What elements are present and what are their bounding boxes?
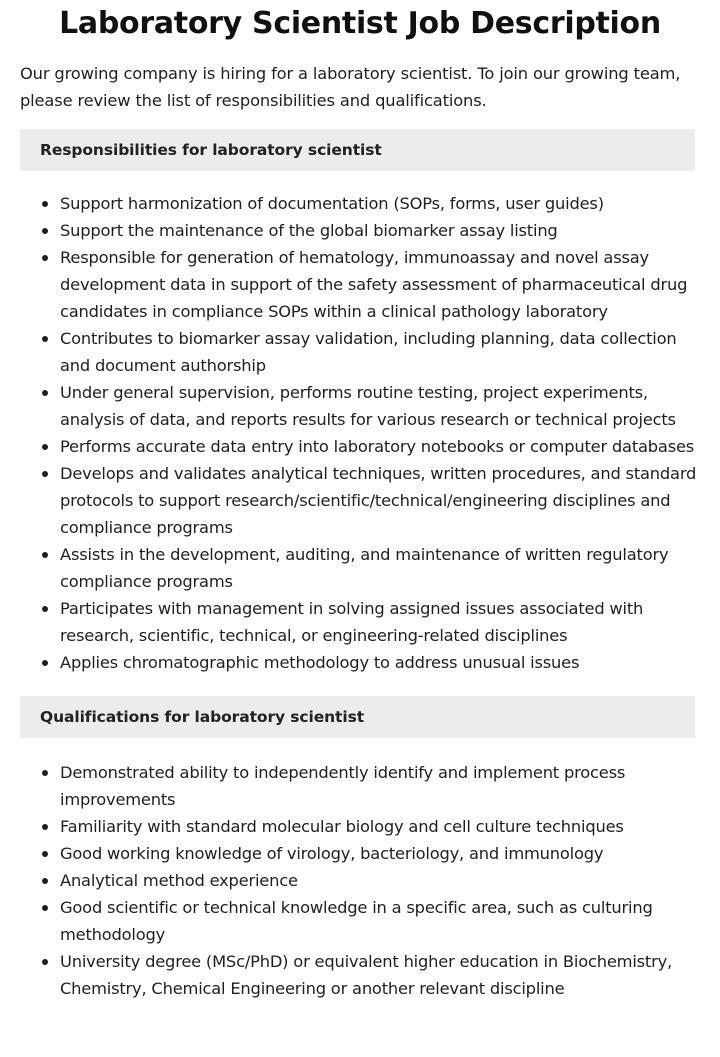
intro-paragraph: Our growing company is hiring for a laboratory scientist. To join our growing team, please review the list of responsibilities and qualifications. bbox=[20, 64, 681, 110]
list-item: Under general supervision, performs routine testing, project experiments, analysis of data, and reports results for various research or technical projects bbox=[60, 379, 698, 433]
list-item: Demonstrated ability to independently identify and implement process improvements bbox=[60, 759, 698, 813]
responsibilities-heading: Responsibilities for laboratory scientist bbox=[20, 129, 695, 171]
list-item: University degree (MSc/PhD) or equivalent higher education in Biochemistry, Chemistry, Chemical Engineering or another relevant discipline bbox=[60, 948, 698, 1002]
list-item: Contributes to biomarker assay validation, including planning, data collection and document authorship bbox=[60, 325, 698, 379]
qualifications-heading: Qualifications for laboratory scientist bbox=[20, 696, 695, 738]
page-title: Laboratory Scientist Job Description bbox=[59, 6, 661, 41]
qualifications-list bbox=[0, 738, 720, 1002]
list-item: Good scientific or technical knowledge in a specific area, such as culturing methodology bbox=[60, 894, 698, 948]
list-item: Applies chromatographic methodology to address unusual issues bbox=[60, 649, 698, 676]
list-item: Assists in the development, auditing, and maintenance of written regulatory compliance programs bbox=[60, 541, 698, 595]
list-item: Support harmonization of documentation (SOPs, forms, user guides) bbox=[60, 190, 698, 217]
responsibilities-list bbox=[0, 171, 720, 676]
list-item: Analytical method experience bbox=[60, 867, 698, 894]
list-item: Performs accurate data entry into laboratory notebooks or computer databases bbox=[60, 433, 698, 460]
list-item: Familiarity with standard molecular biology and cell culture techniques bbox=[60, 813, 698, 840]
list-item: Support the maintenance of the global biomarker assay listing bbox=[60, 217, 698, 244]
list-item: Develops and validates analytical techniques, written procedures, and standard protocols to support research/scientific/technical/engineering disciplines and compliance programs bbox=[60, 460, 698, 541]
list-item: Responsible for generation of hematology, immunoassay and novel assay development data in support of the safety assessment of pharmaceutical drug candidates in compliance SOPs within a clinical pathology laboratory bbox=[60, 244, 698, 325]
list-item: Participates with management in solving assigned issues associated with research, scientific, technical, or engineering-related disciplines bbox=[60, 595, 698, 649]
list-item: Good working knowledge of virology, bacteriology, and immunology bbox=[60, 840, 698, 867]
